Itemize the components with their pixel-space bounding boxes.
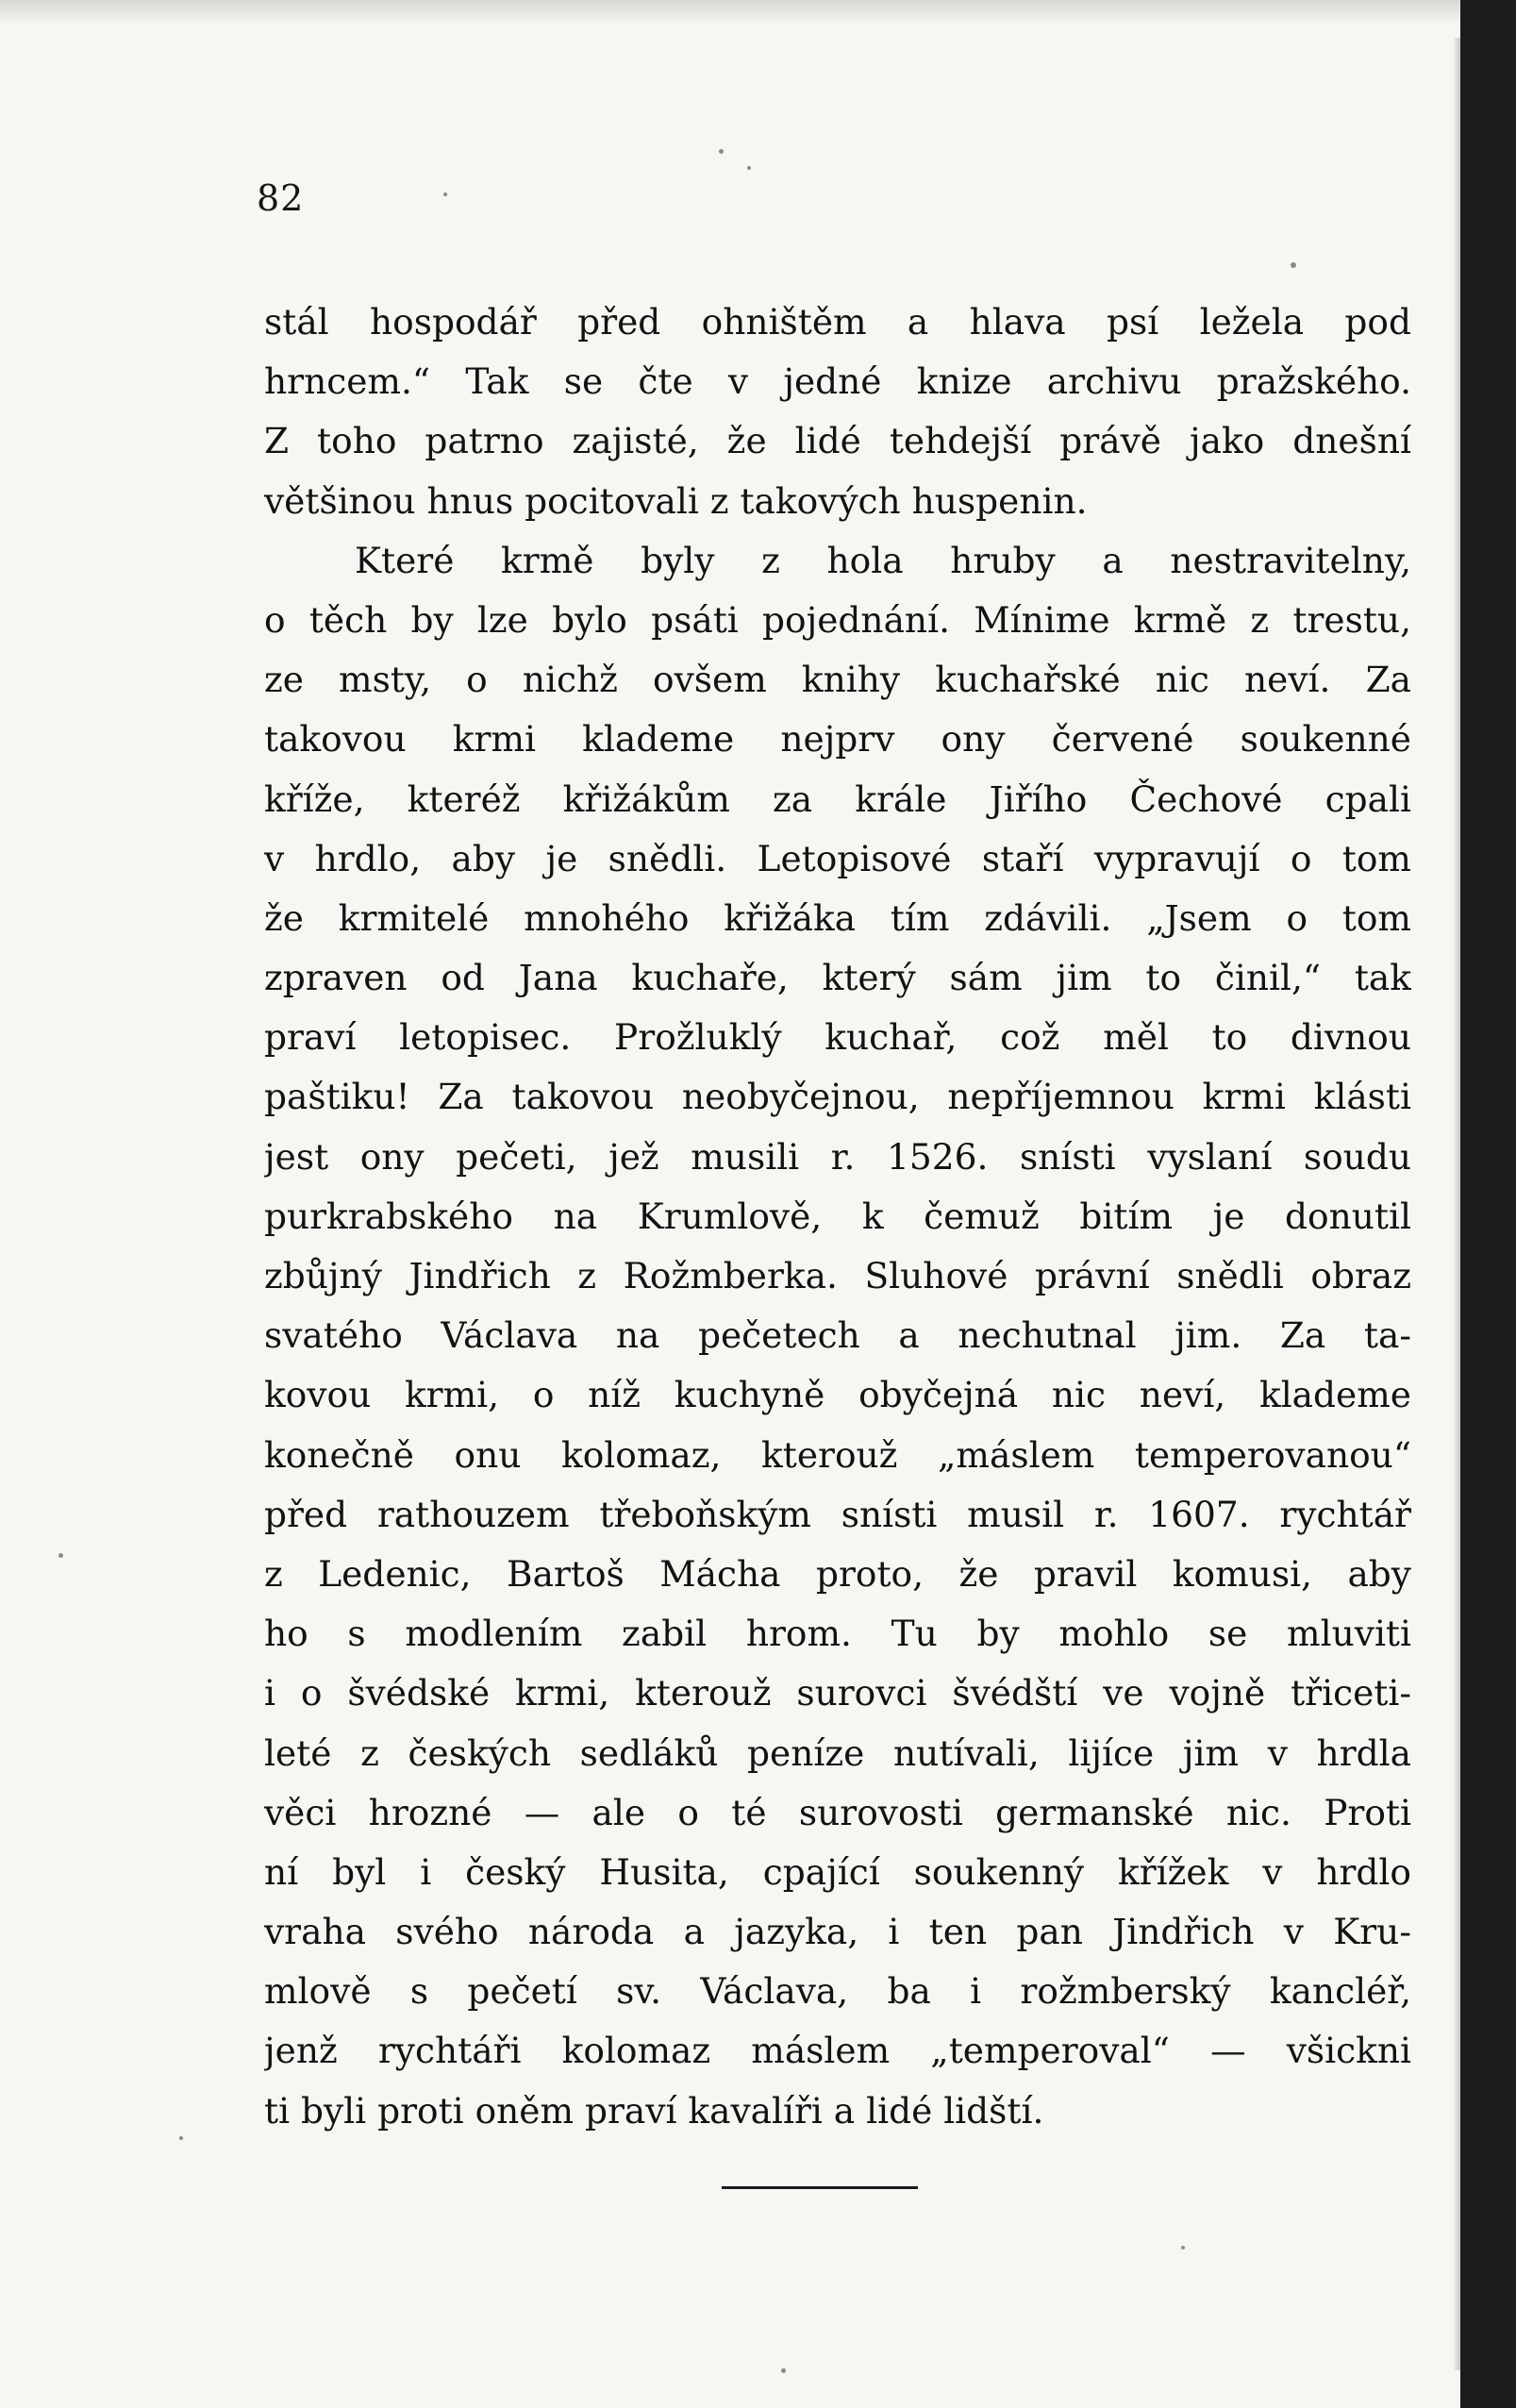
text-line: o těch by lze bylo psáti pojednání. Mínime krmě z trestu, (264, 598, 1411, 641)
paper-speck (58, 1553, 63, 1558)
paper-speck (1291, 262, 1296, 268)
paper-speck (719, 149, 724, 154)
text-line: jest ony pečeti, jež musili r. 1526. snísti vyslaní soudu (264, 1135, 1411, 1178)
text-line: paštiku! Za takovou neobyčejnou, nepříjemnou krmi klásti (264, 1076, 1411, 1118)
text-line: i o švédské krmi, kterouž surovci švédští ve vojně třiceti- (264, 1672, 1411, 1714)
text-line: kovou krmi, o níž kuchyně obyčejná nic neví, klademe (264, 1374, 1411, 1416)
text-line: většinou hnus pocitovali z takových huspenin. (264, 479, 1088, 522)
text-line: svatého Václava na pečetech a nechutnal jim. Za ta- (264, 1314, 1411, 1357)
text-line: z Ledenic, Bartoš Mácha proto, že pravil komusi, aby (264, 1552, 1411, 1595)
paper-speck (1181, 2246, 1185, 2249)
text-line: že krmitelé mnohého křižáka tím zdávili. „Jsem o tom (264, 896, 1411, 939)
text-line: praví letopisec. Prožluklý kuchař, což měl to divnou (264, 1016, 1411, 1059)
text-line: hrncem.“ Tak se čte v jedné knize archivu pražského. (264, 360, 1411, 403)
paper-speck (443, 192, 447, 196)
book-spine-shadow (1460, 0, 1516, 2408)
text-line: takovou krmi klademe nejprv ony červené soukenné (264, 718, 1411, 761)
text-line: Které krmě byly z hola hruby a nestravitelny, (355, 539, 1411, 581)
body-text (264, 293, 1411, 2141)
paper-speck (179, 2136, 183, 2140)
text-line: v hrdlo, aby je snědli. Letopisové staří vypravují o tom (264, 837, 1411, 879)
text-line: ho s modlením zabil hrom. Tu by mohlo se mluviti (264, 1613, 1411, 1655)
text-line: leté z českých sedláků peníze nutívali, lijíce jim v hrdla (264, 1731, 1411, 1774)
text-line: jenž rychtáři kolomaz máslem „temperoval“ — všickni (264, 2030, 1411, 2072)
text-line: Z toho patrno zajisté, že lidé tehdejší právě jako dnešní (264, 420, 1411, 462)
page-number: 82 (257, 177, 305, 219)
text-line: před rathouzem třeboňským snísti musil r. 1607. rychtář (264, 1493, 1411, 1535)
text-line: stál hospodář před ohništěm a hlava psí ležela pod (264, 301, 1411, 343)
text-line: konečně onu kolomaz, kterouž „máslem temperovanou“ (264, 1433, 1411, 1476)
text-line: zbůjný Jindřich z Rožmberka. Sluhové právní snědli obraz (264, 1255, 1411, 1296)
paper-speck (747, 166, 751, 170)
text-line: mlově s pečetí sv. Václava, ba i rožmberský kancléř, (264, 1970, 1411, 2013)
text-line: zpraven od Jana kuchaře, který sám jim to činil,“ tak (264, 957, 1411, 999)
text-line: ze msty, o nichž ovšem knihy kuchařské nic neví. Za (264, 659, 1411, 701)
text-line: vraha svého národa a jazyka, i ten pan Jindřich v Kru- (264, 1911, 1411, 1953)
paper-speck (781, 2368, 786, 2373)
text-line: věci hrozné — ale o té surovosti germanské nic. Proti (264, 1791, 1411, 1833)
page-top-shadow (0, 0, 1460, 25)
section-end-rule (722, 2186, 918, 2189)
text-line: kříže, kteréž křižákům za krále Jiřího Čechové cpali (264, 778, 1411, 820)
text-line: ní byl i český Husita, cpající soukenný křížek v hrdlo (264, 1850, 1411, 1893)
text-line: ti byli proti oněm praví kavalíři a lidé lidští. (264, 2089, 1044, 2132)
text-line: purkrabského na Krumlově, k čemuž bitím je donutil (264, 1195, 1411, 1237)
